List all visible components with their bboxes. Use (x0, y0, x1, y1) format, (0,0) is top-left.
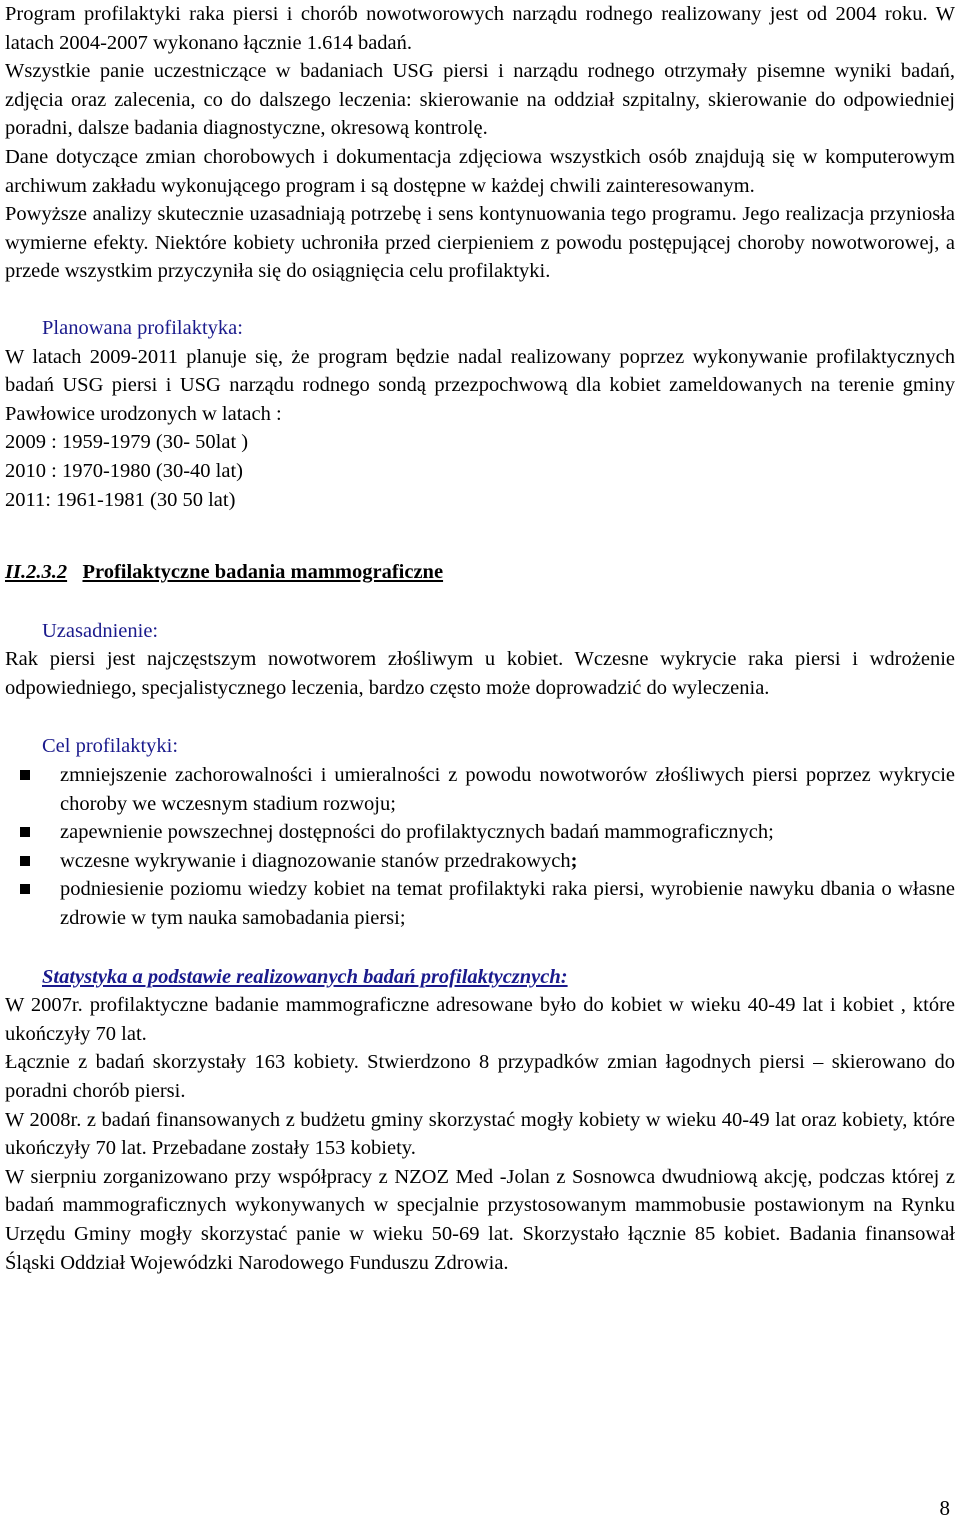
planned-heading: Planowana profilaktyka: (42, 316, 243, 339)
spacer (5, 702, 955, 732)
list-item (5, 761, 955, 818)
page-number: 8 (939, 1496, 950, 1521)
planned-year-2010: 2010 : 1970-1980 (30-40 lat) (5, 459, 243, 482)
stats-paragraph-2: Łącznie z badań skorzystały 163 kobiety. Stwierdzono 8 przypadków zmian łagodnych piersi – skierowano do poradni chorób piersi. (5, 1051, 955, 1102)
goal-item-text: podniesienie poziomu wiedzy kobiet na temat profilaktyki raka piersi, wyrobienie nawyku dbania o własne zdrowie w tym nauka samobadania piersi; (60, 878, 955, 930)
stats-paragraph-3: W 2008r. z badań finansowanych z budżetu gminy skorzystać mogły kobiety w wieku 40-49 lat oraz kobiety, które ukończyły 70 lat. Przebadane zostały 153 kobiety. (5, 1108, 955, 1160)
intro-paragraph-4: Powyższe analizy skutecznie uzasadniają potrzebę i sens kontynuowania tego programu. Jego realizacja przyniosła wymierne efekty. Niektóre kobiety uchroniła przed cierpieniem z powodu postępującej choroby nowotworowej, a przede wszystkim przyczyniła się do osiągnięcia celu profilaktyki. (5, 203, 955, 283)
list-item (5, 818, 955, 847)
stats-heading: Statystyka a podstawie realizowanych badań profilaktycznych: (42, 965, 568, 988)
spacer (5, 587, 955, 617)
spacer (5, 514, 955, 558)
goal-list (5, 761, 955, 933)
planned-year-2011: 2011: 1961-1981 (30 50 lat) (5, 488, 236, 511)
square-bullet-icon (20, 884, 30, 894)
goal-item-text: zmniejszenie zachorowalności i umieralności z powodu nowotworów złośliwych piersi poprzez wykrycie choroby we wczesnym stadium rozwoju; (60, 764, 955, 815)
justification-heading: Uzasadnienie: (42, 619, 159, 642)
goal-item-text: wczesne wykrywanie i diagnozowanie stanów przedrakowych (60, 849, 571, 872)
list-item (5, 847, 955, 876)
goal-item-text: zapewnienie powszechnej dostępności do profilaktycznych badań mammograficznych; (60, 821, 774, 844)
section-heading (5, 558, 955, 587)
spacer (5, 286, 955, 314)
spacer (5, 933, 955, 963)
intro-paragraph-1: Program profilaktyki raka piersi i chorób nowotworowych narządu rodnego realizowany jest od 2004 roku. W latach 2004-2007 wykonano łącznie 1.614 badań. (5, 3, 955, 54)
goal-heading: Cel profilaktyki: (42, 735, 179, 758)
stats-paragraph-1: W 2007r. profilaktyczne badanie mammograficzne adresowane było do kobiet w wieku 40-49 lat i kobiet , które ukończyły 70 lat. (5, 994, 955, 1045)
intro-paragraph-2: Wszystkie panie uczestniczące w badaniach USG piersi i narządu rodnego otrzymały pisemne wyniki badań, zdjęcia oraz zalecenia, co do dalszego leczenia: skierowanie na oddział szpitalny, skierowanie do odpowiedniej poradni, dalsze badania diagnostyczne, okresową kontrolę. (5, 60, 955, 140)
planned-year-2009: 2009 : 1959-1979 (30- 50lat ) (5, 431, 249, 454)
document-page (5, 0, 955, 1277)
section-title: Profilaktyczne badania mammograficzne (82, 561, 444, 584)
square-bullet-icon (20, 856, 30, 866)
square-bullet-icon (20, 770, 30, 780)
stats-paragraph-4: W sierpniu zorganizowano przy współpracy z NZOZ Med -Jolan z Sosnowca dwudniową akcję, podczas której z badań mammograficznych wykonywanych w specjalnie przystosowanym mammobusie postawionym na Rynku Urzędu Gminy mogły skorzystać panie w wieku 50-69 lat. Skorzystało łącznie 85 kobiet. Badania finansował Śląski Oddział Wojewódzki Narodowego Funduszu Zdrowia. (5, 1165, 955, 1274)
section-number: II.2.3.2 (5, 561, 68, 584)
square-bullet-icon (20, 827, 30, 837)
planned-intro: W latach 2009-2011 planuje się, że program będzie nadal realizowany poprzez wykonywanie profilaktycznych badań USG piersi i USG narządu rodnego sondą przezpochwową dla kobiet zameldowanych na terenie gminy Pawłowice urodzonych w latach : (5, 345, 955, 425)
list-item (5, 875, 955, 932)
justification-text: Rak piersi jest najczęstszym nowotworem złośliwym u kobiet. Wczesne wykrycie raka piersi i wdrożenie odpowiedniego, specjalistycznego leczenia, bardzo często może doprowadzić do wyleczenia. (5, 648, 955, 699)
intro-paragraph-3: Dane dotyczące zmian chorobowych i dokumentacja zdjęciowa wszystkich osób znajdują się w komputerowym archiwum zakładu wykonującego program i są dostępne w każdej chwili zainteresowanym. (5, 145, 955, 197)
goal-item-suffix: ; (570, 849, 578, 872)
